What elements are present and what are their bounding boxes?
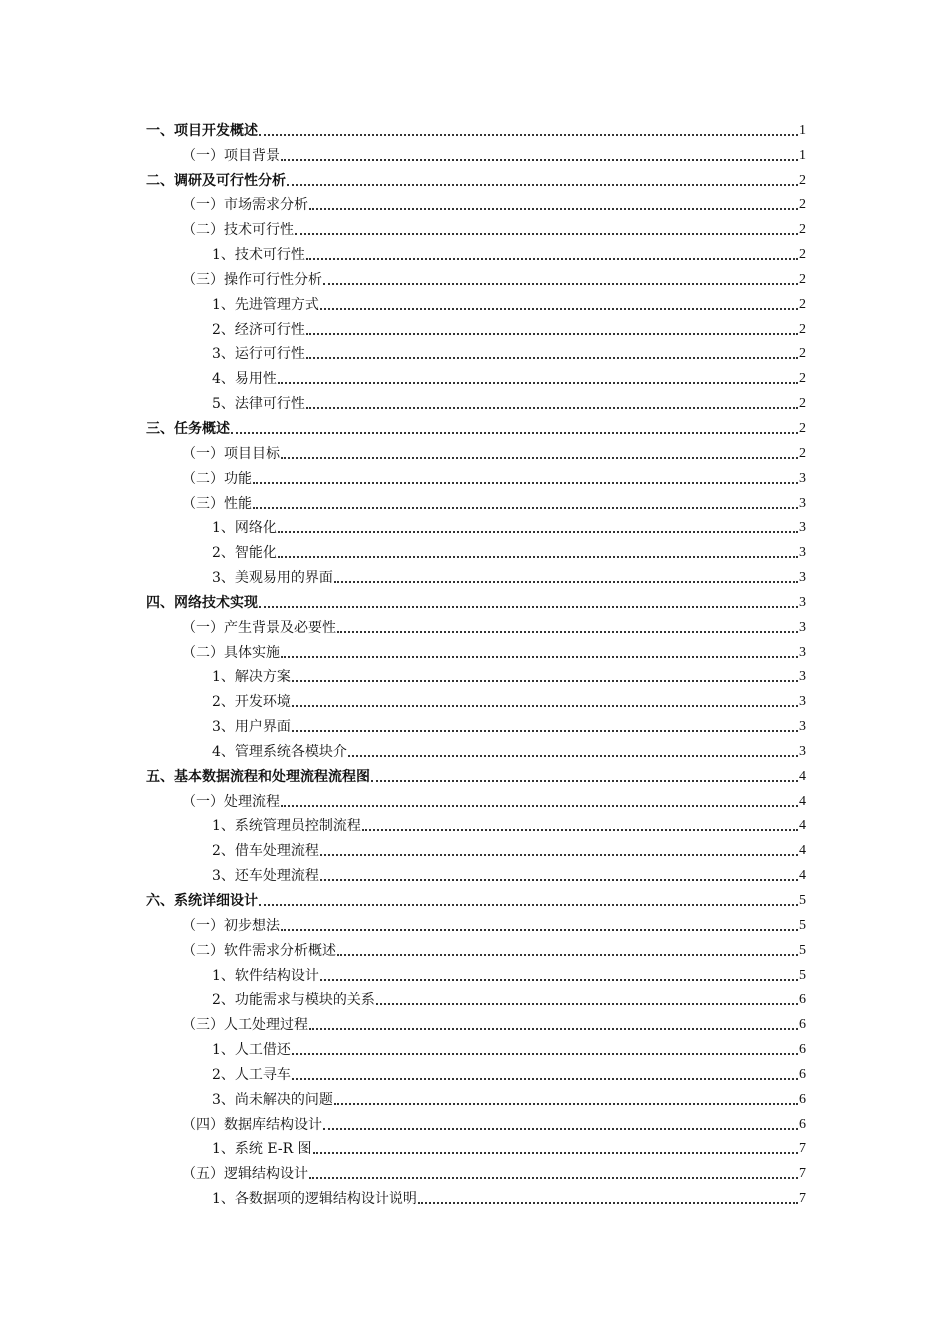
- toc-entry[interactable]: [146, 140, 806, 165]
- toc-entry-title: 1、系统 E-R 图: [212, 1141, 312, 1158]
- dot-leader: [253, 482, 798, 484]
- toc-entry[interactable]: [146, 1134, 806, 1159]
- toc-entry[interactable]: [146, 587, 806, 612]
- toc-entry[interactable]: [146, 786, 806, 811]
- toc-entry[interactable]: [146, 1084, 806, 1109]
- dot-leader: [278, 531, 798, 533]
- toc-entry[interactable]: [146, 562, 806, 587]
- toc-entry-page-number: 2: [799, 371, 806, 387]
- toc-entry-title: （二）技术可行性: [182, 222, 294, 239]
- toc-entry-page-number: 4: [799, 768, 806, 784]
- dot-leader: [309, 1028, 798, 1030]
- dot-leader: [334, 1103, 798, 1105]
- toc-entry-title: 1、解决方案: [212, 669, 291, 686]
- toc-entry[interactable]: [146, 885, 806, 910]
- toc-entry-page-number: 2: [799, 346, 806, 362]
- toc-entry[interactable]: [146, 289, 806, 314]
- toc-entry-page-number: 3: [799, 570, 806, 586]
- toc-entry-page-number: 2: [799, 172, 806, 188]
- toc-entry-page-number: 6: [799, 992, 806, 1008]
- toc-entry[interactable]: [146, 960, 806, 985]
- toc-entry[interactable]: [146, 239, 806, 264]
- dot-leader: [320, 308, 798, 310]
- dot-leader: [281, 656, 798, 658]
- toc-entry-title: 2、智能化: [212, 545, 277, 562]
- toc-entry-title: 二、调研及可行性分析: [146, 172, 286, 189]
- dot-leader: [278, 556, 798, 558]
- toc-entry-page-number: 6: [799, 1042, 806, 1058]
- toc-entry-page-number: 2: [799, 197, 806, 213]
- toc-entry-title: （一）项目目标: [182, 445, 280, 462]
- toc-entry-title: 2、开发环境: [212, 694, 291, 711]
- toc-entry[interactable]: [146, 985, 806, 1010]
- toc-entry-page-number: 3: [799, 644, 806, 660]
- toc-entry-title: （二）具体实施: [182, 644, 280, 661]
- dot-leader: [281, 159, 798, 161]
- toc-entry-title: （四）数据库结构设计: [182, 1116, 322, 1133]
- toc-entry[interactable]: [146, 686, 806, 711]
- toc-entry-page-number: 6: [799, 1066, 806, 1082]
- toc-entry-page-number: 3: [799, 495, 806, 511]
- toc-entry[interactable]: [146, 264, 806, 289]
- dot-leader: [418, 1202, 798, 1204]
- toc-entry[interactable]: [146, 761, 806, 786]
- toc-entry-page-number: 6: [799, 1116, 806, 1132]
- toc-entry[interactable]: [146, 1034, 806, 1059]
- toc-entry-title: （二）软件需求分析概述: [182, 942, 336, 959]
- dot-leader: [309, 1177, 798, 1179]
- toc-entry-page-number: 2: [799, 296, 806, 312]
- toc-entry-page-number: 4: [799, 868, 806, 884]
- toc-entry[interactable]: [146, 612, 806, 637]
- toc-entry-page-number: 6: [799, 1017, 806, 1033]
- toc-entry-title: （一）产生背景及必要性: [182, 619, 336, 636]
- toc-entry[interactable]: [146, 537, 806, 562]
- dot-leader: [306, 357, 798, 359]
- toc-entry-title: 2、借车处理流程: [212, 843, 319, 860]
- toc-entry[interactable]: [146, 115, 806, 140]
- dot-leader: [313, 1152, 798, 1154]
- dot-leader: [292, 705, 798, 707]
- toc-entry[interactable]: [146, 488, 806, 513]
- toc-entry[interactable]: [146, 860, 806, 885]
- toc-entry-title: 五、基本数据流程和处理流程流程图: [146, 768, 370, 785]
- toc-entry[interactable]: [146, 736, 806, 761]
- toc-entry[interactable]: [146, 314, 806, 339]
- toc-entry-title: 1、系统管理员控制流程: [212, 818, 361, 835]
- toc-entry-page-number: 3: [799, 743, 806, 759]
- dot-leader: [362, 829, 798, 831]
- toc-entry-page-number: 2: [799, 222, 806, 238]
- dot-leader: [309, 208, 798, 210]
- toc-entry-title: （一）市场需求分析: [182, 197, 308, 214]
- toc-entry-title: 四、网络技术实现: [146, 594, 258, 611]
- toc-entry[interactable]: [146, 1059, 806, 1084]
- toc-entry-page-number: 5: [799, 893, 806, 908]
- toc-entry-title: 1、软件结构设计: [212, 967, 319, 984]
- toc-entry[interactable]: [146, 935, 806, 960]
- toc-entry-page-number: 4: [799, 818, 806, 834]
- toc-entry-page-number: 1: [799, 147, 806, 163]
- dot-leader: [306, 333, 798, 335]
- dot-leader: [231, 432, 798, 434]
- toc-entry-title: （一）处理流程: [182, 793, 280, 810]
- toc-entry[interactable]: [146, 438, 806, 463]
- toc-entry[interactable]: [146, 388, 806, 413]
- dot-leader: [259, 134, 798, 136]
- toc-entry[interactable]: [146, 1009, 806, 1034]
- toc-entry-page-number: 3: [799, 470, 806, 486]
- toc-entry-title: 1、技术可行性: [212, 247, 305, 264]
- dot-leader: [253, 507, 798, 509]
- dot-leader: [320, 854, 798, 856]
- toc-entry-page-number: 4: [799, 843, 806, 859]
- toc-entry-title: 4、管理系统各模块介: [212, 743, 347, 760]
- dot-leader: [306, 407, 798, 409]
- toc-entry[interactable]: [146, 711, 806, 736]
- toc-entry-title: 六、系统详细设计: [146, 893, 258, 909]
- toc-entry[interactable]: [146, 339, 806, 364]
- toc-entry-page-number: 5: [799, 917, 806, 933]
- dot-leader: [371, 780, 798, 782]
- toc-entry-page-number: 2: [799, 271, 806, 287]
- dot-leader: [348, 755, 798, 757]
- toc-entry-page-number: 3: [799, 669, 806, 685]
- toc-entry[interactable]: [146, 910, 806, 935]
- dot-leader: [323, 1128, 798, 1130]
- toc-entry-title: 3、运行可行性: [212, 346, 305, 363]
- toc-entry-page-number: 3: [799, 694, 806, 710]
- toc-entry-title: 1、网络化: [212, 520, 277, 537]
- toc-entry-title: 3、还车处理流程: [212, 868, 319, 885]
- toc-entry[interactable]: [146, 811, 806, 836]
- dot-leader: [281, 457, 798, 459]
- toc-entry-title: 5、法律可行性: [212, 396, 305, 413]
- toc-entry-page-number: 2: [799, 321, 806, 337]
- dot-leader: [281, 929, 798, 931]
- toc-entry-page-number: 3: [799, 545, 806, 561]
- dot-leader: [278, 382, 798, 384]
- toc-entry-page-number: 3: [799, 619, 806, 635]
- toc-entry-page-number: 4: [799, 793, 806, 809]
- toc-entry[interactable]: [146, 190, 806, 215]
- toc-entry-page-number: 3: [799, 520, 806, 536]
- toc-entry-title: 3、尚未解决的问题: [212, 1091, 333, 1108]
- toc-entry-title: 1、先进管理方式: [212, 296, 319, 313]
- toc-entry[interactable]: [146, 835, 806, 860]
- dot-leader: [292, 1078, 798, 1080]
- dot-leader: [306, 258, 798, 260]
- toc-entry[interactable]: [146, 165, 806, 190]
- toc-entry-page-number: 2: [799, 420, 806, 436]
- toc-entry-page-number: 2: [799, 445, 806, 461]
- toc-entry-title: （三）性能: [182, 495, 252, 512]
- toc-entry[interactable]: [146, 463, 806, 488]
- toc-entry-title: （五）逻辑结构设计: [182, 1166, 308, 1183]
- dot-leader: [281, 805, 798, 807]
- dot-leader: [337, 631, 798, 633]
- toc-entry-page-number: 3: [799, 719, 806, 735]
- toc-entry-title: 1、人工借还: [212, 1042, 291, 1059]
- toc-entry-title: 一、项目开发概述: [146, 122, 258, 139]
- dot-leader: [376, 1003, 798, 1005]
- toc-entry-title: 三、任务概述: [146, 420, 230, 437]
- toc-entry[interactable]: [146, 363, 806, 388]
- dot-leader: [292, 730, 798, 732]
- dot-leader: [320, 979, 798, 981]
- toc-entry[interactable]: [146, 1183, 806, 1208]
- toc-entry-page-number: 5: [799, 942, 806, 958]
- toc-entry-page-number: 5: [799, 967, 806, 983]
- dot-leader: [295, 233, 798, 235]
- toc-entry-page-number: 7: [799, 1141, 806, 1157]
- toc-entry[interactable]: [146, 413, 806, 438]
- toc-entry-page-number: 6: [799, 1091, 806, 1107]
- toc-entry-page-number: 1: [799, 122, 806, 138]
- dot-leader: [292, 1053, 798, 1055]
- toc-entry-page-number: 2: [799, 396, 806, 412]
- toc-entry[interactable]: [146, 1109, 806, 1134]
- toc-entry-title: 3、美观易用的界面: [212, 570, 333, 587]
- dot-leader: [337, 954, 798, 956]
- dot-leader: [259, 606, 798, 608]
- toc-entry-title: 2、人工寻车: [212, 1066, 291, 1083]
- dot-leader: [292, 680, 798, 682]
- toc-entry-page-number: 3: [799, 594, 806, 610]
- toc-entry-title: 2、功能需求与模块的关系: [212, 992, 375, 1009]
- dot-leader: [334, 581, 798, 583]
- toc-entry-title: （二）功能: [182, 470, 252, 487]
- toc-entry-title: 4、易用性: [212, 371, 277, 388]
- toc-entry-title: 3、用户界面: [212, 719, 291, 736]
- toc-entry[interactable]: [146, 1158, 806, 1183]
- dot-leader: [287, 184, 798, 186]
- toc-entry-title: （三）人工处理过程: [182, 1017, 308, 1034]
- toc-entry[interactable]: [146, 662, 806, 687]
- toc-entry[interactable]: [146, 637, 806, 662]
- dot-leader: [323, 283, 798, 285]
- toc-entry-title: （三）操作可行性分析: [182, 271, 322, 288]
- dot-leader: [320, 879, 798, 881]
- toc-entry-title: 2、经济可行性: [212, 321, 305, 338]
- dot-leader: [259, 904, 798, 906]
- toc-entry-page-number: 7: [799, 1191, 806, 1207]
- toc-entry-title: （一）初步想法: [182, 917, 280, 934]
- toc-entry[interactable]: [146, 513, 806, 538]
- toc-entry[interactable]: [146, 214, 806, 239]
- toc-entry-title: （一）项目背景: [182, 147, 280, 164]
- toc-entry-page-number: 2: [799, 247, 806, 263]
- toc-entry-page-number: 7: [799, 1166, 806, 1182]
- table-of-contents: [146, 115, 806, 1208]
- toc-entry-title: 1、各数据项的逻辑结构设计说明: [212, 1191, 417, 1208]
